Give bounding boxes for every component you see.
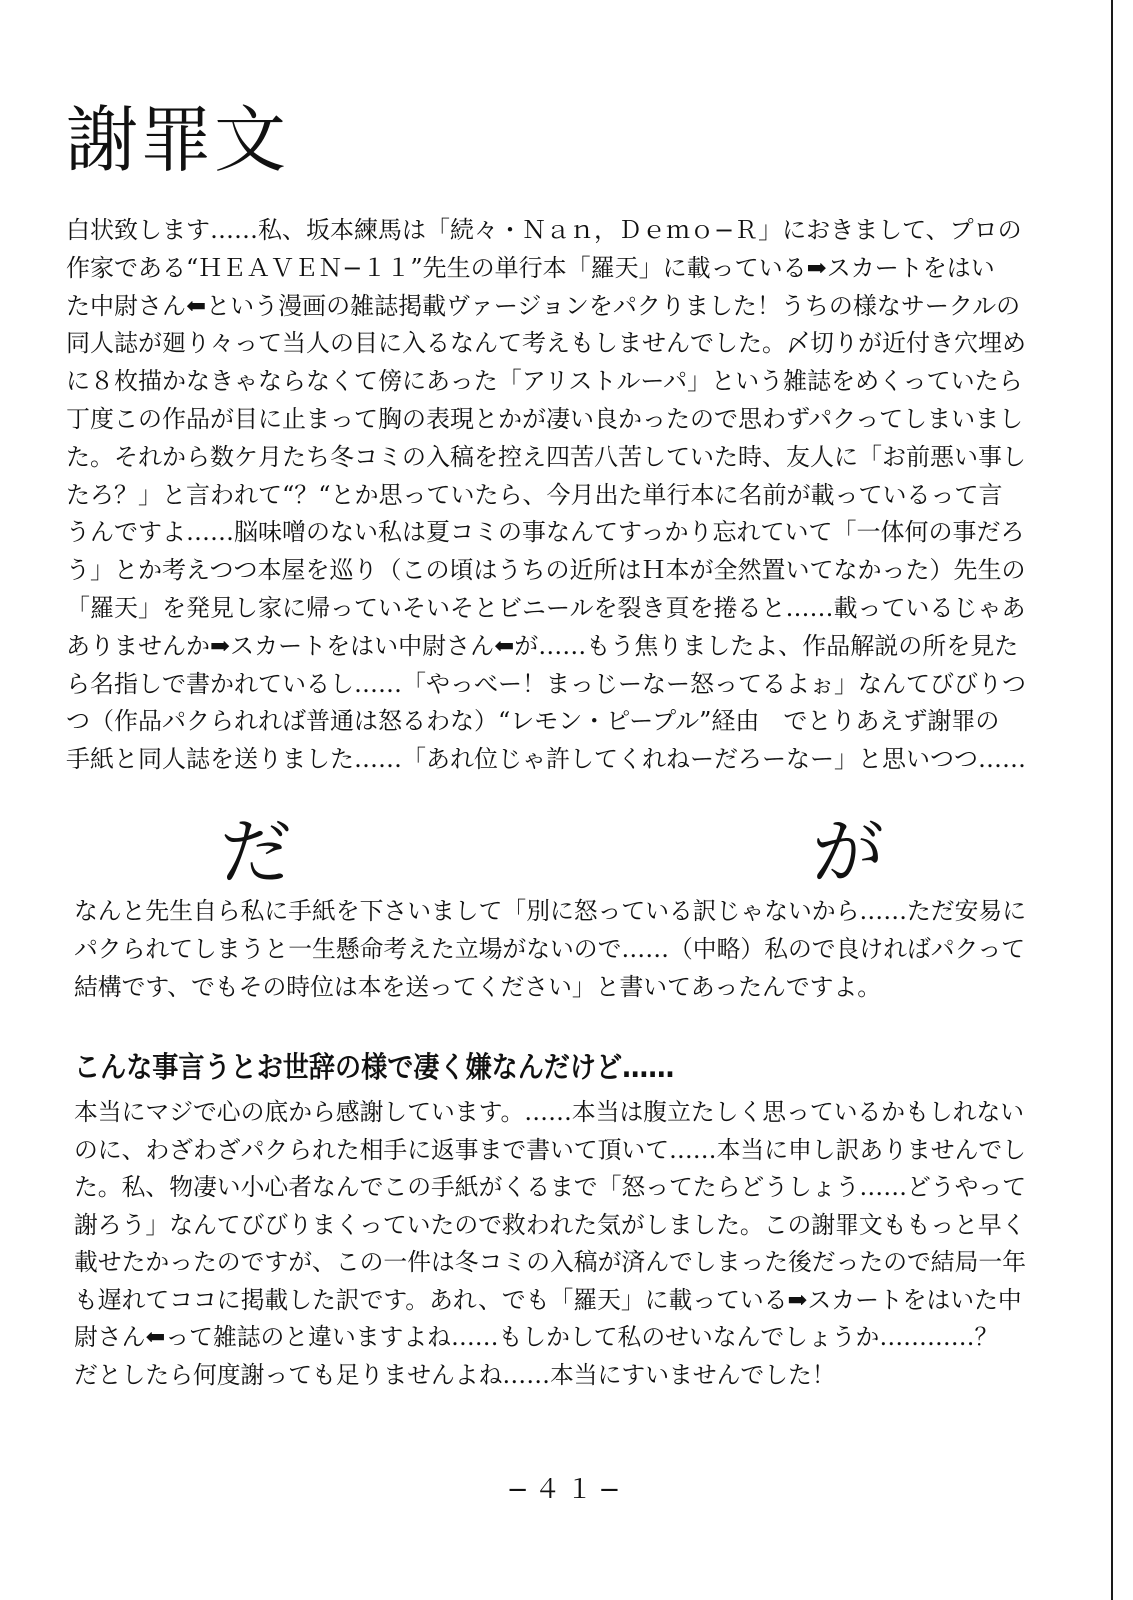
text-line: 白状致します……私、坂本練馬は「続々・Ｎａｎ，Ｄｅｍｏ−Ｒ」におきまして、プロの bbox=[66, 216, 1022, 244]
text-line: パクられてしまうと一生懸命考えた立場がないので……（中略）私ので良ければパクって bbox=[74, 934, 1026, 963]
text-line: に８枚描かなきゃならなくて傍にあった「アリストルーパ」という雑誌をめくっていたら bbox=[66, 367, 1023, 396]
text-line: た。私、物凄い小心者なんでこの手紙がくるまで「怒ってたらどうしょう……どうやって bbox=[74, 1173, 1026, 1201]
text-line: 結構です、でもその時位は本を送ってください」と書いてあったんですよ。 bbox=[74, 972, 882, 1001]
text-line: 謝ろう」なんてびびりまくっていたので救われた気がしました。この謝罪文ももっと早く bbox=[74, 1210, 1026, 1239]
text-line: だとしたら何度謝っても足りませんよね……本当にすいませんでした！ bbox=[74, 1360, 836, 1389]
page-title: 謝罪文 bbox=[66, 98, 289, 182]
text-line: のに、わざわざパクられた相手に返事まで書いて頂いて……本当に申し訳ありませんでし bbox=[74, 1135, 1026, 1164]
text-line: 本当にマジで心の底から感謝しています。……本当は腹立たしく思っているかもしれない bbox=[74, 1098, 1025, 1126]
paragraph-confession bbox=[66, 212, 1026, 779]
text-line: た。それから数ケ月たち冬コミの入稿を控え四苦八苦していた時、友人に「お前悪い事し bbox=[66, 442, 1026, 471]
text-line: ら名指しで書かれているし……「やっべー！まっじーなー怒ってるよぉ」なんてびびりつ bbox=[66, 669, 1026, 698]
text-line: 丁度この作品が目に止まって胸の表現とかが凄い良かったので思わずパクってしまいまし bbox=[66, 404, 1024, 433]
text-line: 手紙と同人誌を送りました……「あれ位じゃ許してくれねーだろーなー」と思いつつ…… bbox=[66, 745, 1026, 774]
paragraph-thanks bbox=[74, 1094, 1034, 1394]
text-line: 作家である“ＨＥＡＶＥＮ−１１”先生の単行本「羅天」に載っている➡スカートをはい bbox=[66, 253, 995, 282]
text-line: ありませんか➡スカートをはい中尉さん⬅が……もう焦りましたよ、作品解説の所を見た bbox=[66, 631, 1019, 660]
text-line: う」とか考えつつ本屋を巡り（この頃はうちの近所はＨ本が全然置いてなかった）先生の bbox=[66, 556, 1026, 585]
subheading: こんな事言うとお世辞の様で凄く嫌なんだけど…… bbox=[74, 1050, 675, 1084]
text-line: も遅れてココに掲載した訳です。あれ、でも「羅天」に載っている➡スカートをはいた中 bbox=[74, 1285, 1022, 1314]
emphasis-da: だ bbox=[220, 810, 293, 894]
text-line: つ（作品パクられれば普通は怒るわな）“レモン・ピープル”経由 でとりあえず謝罪の bbox=[66, 707, 1000, 736]
text-line: 尉さん⬅って雑誌のと違いますよね……もしかして私のせいなんでしょうか…………？ bbox=[74, 1323, 999, 1351]
paragraph-letter bbox=[74, 893, 1034, 1006]
text-line: なんと先生自ら私に手紙を下さいまして「別に怒っている訳じゃないから……ただ安易に bbox=[74, 897, 1026, 925]
emphasis-ga: が bbox=[812, 810, 885, 894]
text-line: たろ？」と言われて“？“とか思っていたら、今月出た単行本に名前が載っているって言 bbox=[66, 480, 1003, 509]
text-line: 「羅天」を発見し家に帰っていそいそとビニールを裂き頁を捲ると……載っているじゃあ bbox=[66, 593, 1026, 622]
text-line: うんですよ……脳味噌のない私は夏コミの事なんてすっかり忘れていて「一体何の事だろ bbox=[66, 518, 1025, 547]
text-line: 載せたかったのですが、この一件は冬コミの入稿が済んでしまった後だったので結局一年 bbox=[74, 1248, 1026, 1276]
text-line: 同人誌が廻り々って当人の目に入るなんて考えもしませんでした。〆切りが近付き穴埋め bbox=[66, 329, 1026, 358]
text-line: た中尉さん⬅という漫画の雑誌掲載ヴァージョンをパクりました！うちの様なサークルの bbox=[66, 291, 1021, 320]
page-number: −４１− bbox=[506, 1475, 627, 1505]
